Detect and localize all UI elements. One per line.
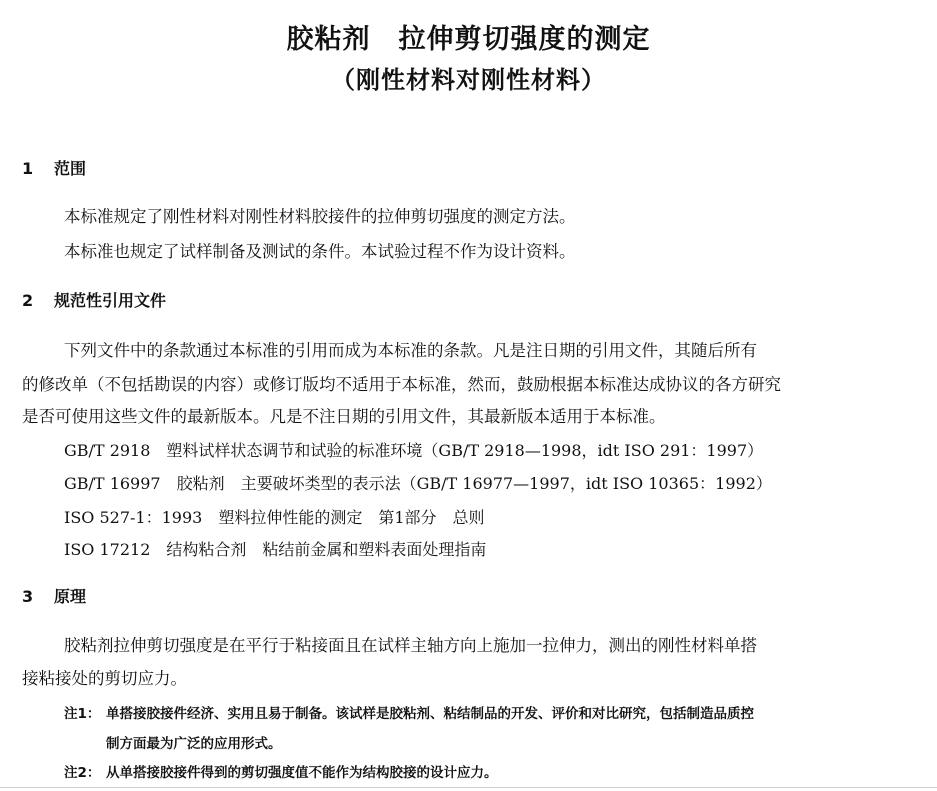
- paragraph-line: 本标准规定了刚性材料对刚性材料胶接件的拉伸剪切强度的测定方法。: [64, 207, 576, 226]
- section-title: 规范性引用文件: [54, 291, 167, 310]
- reference-entry: GB/T 2918 塑料试样状态调节和试验的标准环境（GB/T 2918—1998，idt ISO 291：1997）: [64, 441, 764, 460]
- section-number: 2: [22, 291, 34, 310]
- paragraph-line: 是否可使用这些文件的最新版本。凡是不注日期的引用文件，其最新版本适用于本标准。: [22, 407, 666, 426]
- section-title: 原理: [54, 587, 87, 606]
- note-label: 注1：: [64, 706, 101, 722]
- note-label: 注2：: [64, 765, 101, 781]
- reference-entry: ISO 527-1：1993 塑料拉伸性能的测定 第1部分 总则: [64, 508, 485, 527]
- page-bottom-edge: [0, 787, 937, 788]
- paragraph-line: 本标准也规定了试样制备及测试的条件。本试验过程不作为设计资料。: [64, 242, 576, 261]
- note-line: 从单搭接胶接件得到的剪切强度值不能作为结构胶接的设计应力。: [106, 765, 498, 781]
- document-title: 胶粘剂 拉伸剪切强度的测定: [286, 24, 651, 55]
- reference-entry: GB/T 16997 胶粘剂 主要破坏类型的表示法（GB/T 16977—1997，idt ISO 10365：1992）: [64, 474, 772, 493]
- section-number: 3: [22, 587, 34, 606]
- note-line: 单搭接胶接件经济、实用且易于制备。该试样是胶粘剂、粘结制品的开发、评价和对比研究，包括制造品质控: [106, 706, 754, 722]
- paragraph-line: 胶粘剂拉伸剪切强度是在平行于粘接面且在试样主轴方向上施加一拉伸力，测出的刚性材料单搭: [64, 636, 757, 655]
- note-line: 制方面最为广泛的应用形式。: [106, 736, 282, 752]
- paragraph-line: 的修改单（不包括勘误的内容）或修订版均不适用于本标准，然而，鼓励根据本标准达成协议的各方研究: [22, 375, 781, 394]
- section-title: 范围: [54, 159, 87, 178]
- document-subtitle: （刚性材料对刚性材料）: [331, 66, 606, 94]
- section-heading-principle: [22, 585, 86, 609]
- section-heading-scope: [22, 157, 86, 181]
- reference-entry: ISO 17212 结构粘合剂 粘结前金属和塑料表面处理指南: [64, 540, 487, 559]
- section-heading-normative-references: [22, 289, 166, 313]
- paragraph-line: 接粘接处的剪切应力。: [22, 669, 187, 688]
- section-number: 1: [22, 159, 34, 178]
- paragraph-line: 下列文件中的条款通过本标准的引用而成为本标准的条款。凡是注日期的引用文件，其随后所有: [64, 341, 757, 360]
